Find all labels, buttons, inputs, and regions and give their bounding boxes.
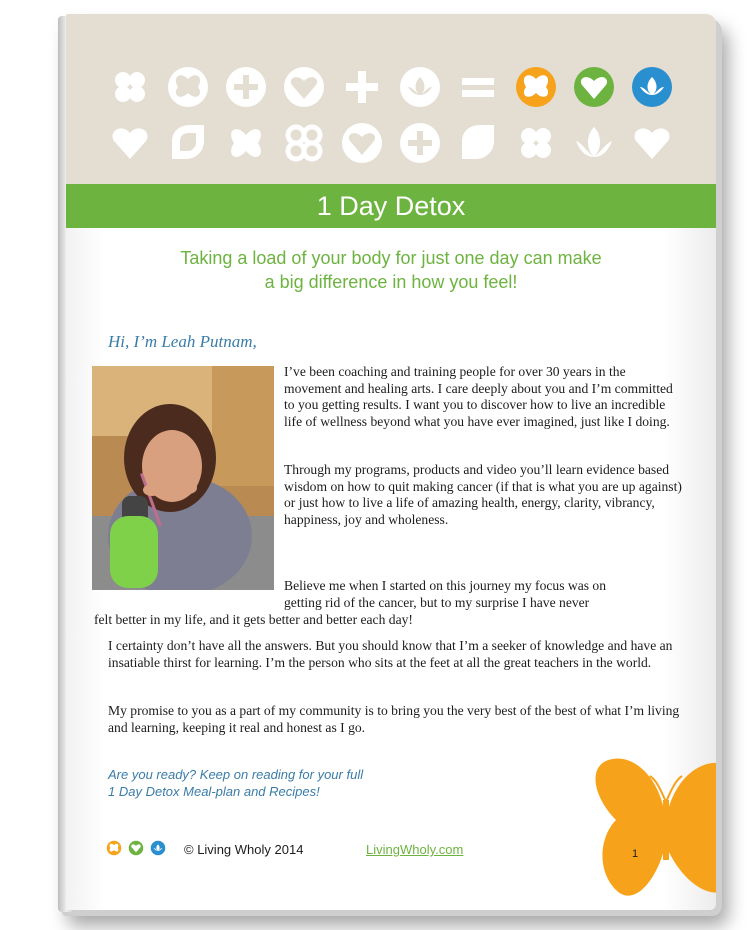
plus-icon [338, 64, 386, 110]
page-title: 1 Day Detox [316, 190, 466, 221]
equals-icon [454, 64, 502, 110]
lotus-blue-icon [150, 840, 166, 856]
footer-icons [106, 840, 166, 856]
page-number: 1 [632, 848, 639, 860]
paragraph-4: I certainty don’t have all the answers. But you should know that I’m a seeker of knowledge and have an insatiable thirst for learning. I’m the person who sits at the feet at all the great teachers in the world. [108, 638, 673, 670]
lotus-icon [396, 64, 444, 110]
paragraph-2: Through my programs, products and video you’ll learn evidence based wisdom on how to quit making cancer (if that is what you are up against) or just how to live a life of amazing health, energy, clarity, vibrancy, happiness, joy and wholeness. [284, 462, 682, 527]
paragraph-1: I’ve been coaching and training people for over 30 years in the movement and healing arts. I care deeply about you and I’m committed to you getting results. I want you to discover how to live an incredible life of wellness beyond what you have ever imagined, just like I doing. [284, 364, 673, 429]
butterfly-orange-icon [512, 64, 560, 110]
butterfly-icon [586, 740, 716, 910]
heart-icon [280, 64, 328, 110]
author-photo [92, 366, 274, 590]
title-bar [66, 184, 716, 228]
plus-circle-icon [222, 64, 270, 110]
website-link[interactable]: LivingWholy.com [366, 842, 464, 857]
header-icon-row-2 [106, 120, 676, 166]
butterfly-orange-icon [106, 840, 122, 856]
paragraph-3-line-1: Believe me when I started on this journey my focus was on [284, 578, 607, 593]
paragraph-3-wrapped [284, 578, 684, 595]
copyright: © Living Wholy 2014 [184, 842, 304, 857]
greeting: Hi, I’m Leah Putnam, [108, 332, 257, 351]
paragraph-3-line-2-wrap [284, 595, 684, 612]
butterfly-icon [164, 64, 212, 110]
lotus-blue-icon [628, 64, 676, 110]
paragraph-3-line-3-wrap [94, 612, 694, 629]
knot-icon [280, 120, 328, 166]
flower-icon [106, 64, 154, 110]
butterfly-icon [222, 120, 270, 166]
heart-green-icon [128, 840, 144, 856]
leaf-icon [164, 120, 212, 166]
header-icon-row-1 [106, 64, 676, 110]
paragraph-3-line-3: felt better in my life, and it gets better and better each day! [94, 612, 413, 627]
leaf-icon [454, 120, 502, 166]
heart-icon [338, 120, 386, 166]
tagline [126, 246, 656, 294]
plus-circle-icon [396, 120, 444, 166]
cta-line-1: Are you ready? Keep on reading for your full [108, 767, 364, 782]
call-to-action [108, 766, 438, 800]
cta-line-2: 1 Day Detox Meal-plan and Recipes! [108, 784, 320, 799]
tagline-line-2: a big difference in how you feel! [264, 272, 518, 292]
heart-icon [106, 120, 154, 166]
heart-green-icon [570, 64, 618, 110]
paragraph-3-line-2: getting rid of the cancer, but to my surprise I have never [284, 595, 590, 610]
flower-icon [512, 120, 560, 166]
header-band [66, 14, 716, 184]
lotus-icon [570, 120, 618, 166]
paragraph-5: My promise to you as a part of my community is to bring you the very best of the best of what I’m living and learning, keeping it real and honest as I go. [108, 703, 680, 735]
ebook-cover-page [66, 14, 716, 910]
heart-icon [628, 120, 676, 166]
tagline-line-1: Taking a load of your body for just one day can make [180, 248, 602, 268]
